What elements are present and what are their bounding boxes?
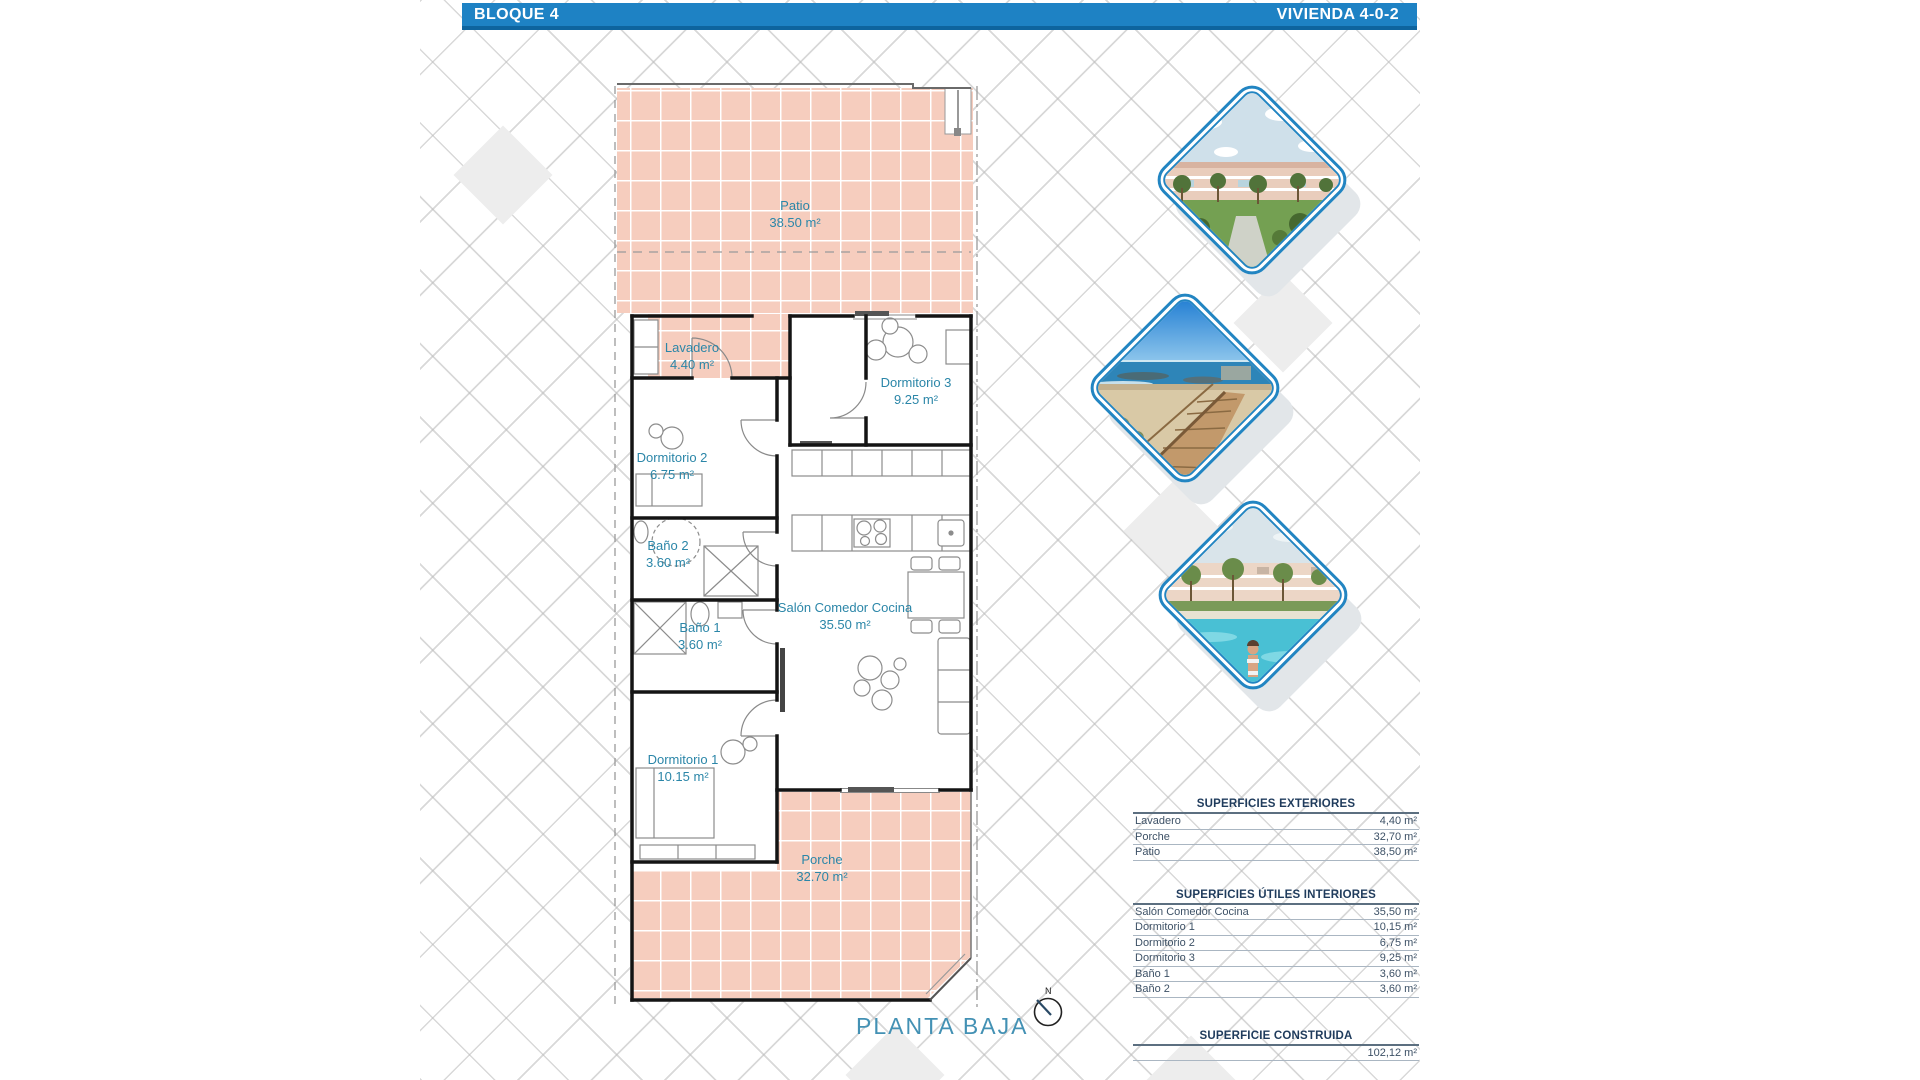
title-bar — [462, 3, 1417, 30]
room-area: 9.25 m² — [893, 392, 939, 407]
room-label: Porche — [801, 852, 843, 867]
row-value: 102,12 m² — [1367, 1046, 1417, 1059]
plan-caption: PLANTA BAJA — [856, 1013, 1029, 1039]
room-area: 6.75 m² — [649, 467, 695, 482]
table-row — [1133, 905, 1419, 921]
unit-title: VIVIENDA 4-0-2 — [1276, 5, 1399, 23]
room-area: 35.50 m² — [819, 617, 871, 632]
row-value: 3,60 m² — [1379, 983, 1417, 995]
table-superficies-interiores — [1133, 889, 1419, 998]
photo-resort-render — [1180, 108, 1324, 252]
row-value: 35,50 m² — [1373, 905, 1417, 918]
row-label: Dormitorio 3 — [1135, 952, 1195, 964]
table-title: SUPERFICIES ÚTILES INTERIORES — [1133, 889, 1419, 905]
row-value: 32,70 m² — [1373, 830, 1417, 843]
plan-sheet — [420, 0, 1420, 1080]
room-area: 3.60 m² — [645, 555, 691, 570]
surface-tables — [1133, 798, 1419, 1061]
room-label: Dormitorio 3 — [880, 375, 952, 390]
room-area: 38.50 m² — [769, 215, 821, 230]
table-superficie-construida — [1133, 1030, 1419, 1062]
room-label: Baño 2 — [647, 538, 689, 553]
floor-plan — [590, 75, 990, 1020]
table-row — [1133, 1046, 1419, 1062]
table-row — [1133, 845, 1419, 861]
row-label: Patio — [1135, 846, 1161, 858]
room-label: Dormitorio 2 — [636, 450, 708, 465]
room-area: 4.40 m² — [669, 357, 715, 372]
photo-beach-boardwalk — [1113, 316, 1257, 460]
room-label: Baño 1 — [679, 620, 721, 635]
table-row — [1133, 830, 1419, 846]
room-area: 3.60 m² — [677, 637, 723, 652]
table-row — [1133, 982, 1419, 998]
lattice-shaded-cell — [454, 126, 553, 225]
table-row — [1133, 920, 1419, 936]
row-label: Baño 1 — [1135, 967, 1170, 980]
row-value: 3,60 m² — [1379, 967, 1417, 980]
row-label: Lavadero — [1135, 815, 1181, 827]
room-label: Dormitorio 1 — [647, 752, 719, 767]
table-row — [1133, 936, 1419, 952]
table-row — [1133, 814, 1419, 830]
block-title: BLOQUE 4 — [474, 5, 559, 23]
row-value: 9,25 m² — [1379, 952, 1417, 964]
room-label: Lavadero — [664, 340, 720, 355]
room-label: Salón Comedor Cocina — [777, 600, 913, 615]
compass-north-label: N — [1045, 986, 1052, 996]
row-value: 4,40 m² — [1379, 815, 1417, 827]
downpipe-outlet — [954, 128, 961, 136]
row-label: Salón Comedor Cocina — [1135, 905, 1249, 918]
row-label: Dormitorio 2 — [1135, 936, 1195, 949]
row-label: Baño 2 — [1135, 983, 1170, 995]
table-row — [1133, 967, 1419, 983]
row-value: 10,15 m² — [1373, 921, 1417, 933]
row-label: Dormitorio 1 — [1135, 921, 1195, 933]
table-superficies-exteriores — [1133, 798, 1419, 861]
row-value: 6,75 m² — [1379, 936, 1417, 949]
compass-icon — [1024, 984, 1072, 1040]
table-row — [1133, 951, 1419, 967]
room-area: 32.70 m² — [796, 869, 848, 884]
room-area: 10.15 m² — [657, 769, 709, 784]
row-value: 38,50 m² — [1373, 846, 1417, 858]
patio-top-wall — [617, 84, 971, 88]
row-label: Porche — [1135, 830, 1170, 843]
room-label: Patio — [780, 198, 810, 213]
table-title: SUPERFICIES EXTERIORES — [1133, 798, 1419, 814]
table-title: SUPERFICIE CONSTRUIDA — [1133, 1030, 1419, 1046]
photo-pool-view — [1181, 523, 1325, 667]
